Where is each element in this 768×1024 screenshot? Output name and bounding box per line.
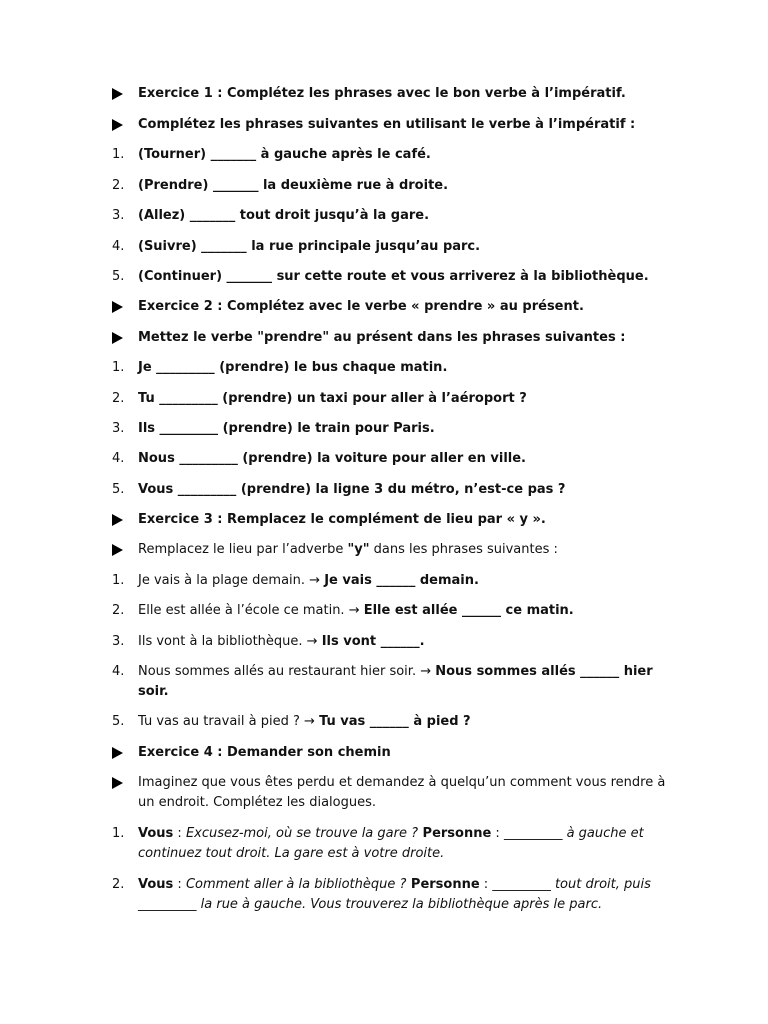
triangle-bullet-icon — [112, 747, 123, 759]
list-item: 2. Vous : Comment aller à la bibliothèque ? Personne : _________ tout droit, puis _________ la rue à gauche. Vous trouverez la bibliothèque après le parc. — [112, 877, 651, 912]
exercise-1-title: Exercice 1 : Complétez les phrases avec le bon verbe à l’impératif. — [112, 84, 672, 104]
exercise-4-instruction: Imaginez que vous êtes perdu et demandez à quelqu’un comment vous rendre à un endroit. Complétez les dialogues. — [112, 773, 672, 813]
triangle-bullet-icon — [112, 119, 123, 131]
list-item: 2. Tu _________ (prendre) un taxi pour aller à l’aéroport ? — [112, 391, 527, 406]
list-item: 3. Ils _________ (prendre) le train pour Paris. — [112, 421, 435, 436]
list-item: 1. Je vais à la plage demain. → Je vais ______ demain. — [112, 573, 479, 588]
triangle-bullet-icon — [112, 332, 123, 344]
list-item: 1. Vous : Excusez-moi, où se trouve la gare ? Personne : _________ à gauche et continuez tout droit. La gare est à votre droite. — [112, 826, 644, 861]
exercise-3-instruction: Remplacez le lieu par l’adverbe "y" dans les phrases suivantes : — [112, 540, 672, 560]
triangle-bullet-icon — [112, 514, 123, 526]
exercise-2-instruction: Mettez le verbe "prendre" au présent dans les phrases suivantes : — [112, 328, 672, 348]
list-item: 5. (Continuer) _______ sur cette route et vous arriverez à la bibliothèque. — [112, 269, 649, 284]
list-item: 4. Nous sommes allés au restaurant hier soir. → Nous sommes allés ______ hier soir. — [112, 664, 653, 699]
list-item: 3. Ils vont à la bibliothèque. → Ils vont ______. — [112, 634, 425, 649]
triangle-bullet-icon — [112, 88, 123, 100]
exercise-3-title: Exercice 3 : Remplacez le complément de lieu par « y ». — [112, 510, 672, 530]
list-item: 2. (Prendre) _______ la deuxième rue à droite. — [112, 178, 449, 193]
triangle-bullet-icon — [112, 301, 123, 313]
list-item: 3. (Allez) _______ tout droit jusqu’à la gare. — [112, 208, 430, 223]
list-item: 5. Vous _________ (prendre) la ligne 3 du métro, n’est-ce pas ? — [112, 482, 566, 497]
list-item: 5. Tu vas au travail à pied ? → Tu vas ______ à pied ? — [112, 714, 471, 729]
triangle-bullet-icon — [112, 777, 123, 789]
list-item: 2. Elle est allée à l’école ce matin. → Elle est allée ______ ce matin. — [112, 603, 574, 618]
triangle-bullet-icon — [112, 544, 123, 556]
list-item: 1. (Tourner) _______ à gauche après le café. — [112, 147, 431, 162]
exercise-1-instruction: Complétez les phrases suivantes en utilisant le verbe à l’impératif : — [112, 115, 672, 135]
list-item: 4. Nous _________ (prendre) la voiture pour aller en ville. — [112, 451, 526, 466]
list-item: 4. (Suivre) _______ la rue principale jusqu’au parc. — [112, 239, 481, 254]
exercise-2-title: Exercice 2 : Complétez avec le verbe « prendre » au présent. — [112, 297, 672, 317]
list-item: 1. Je _________ (prendre) le bus chaque matin. — [112, 360, 448, 375]
exercise-4-title: Exercice 4 : Demander son chemin — [112, 743, 672, 763]
